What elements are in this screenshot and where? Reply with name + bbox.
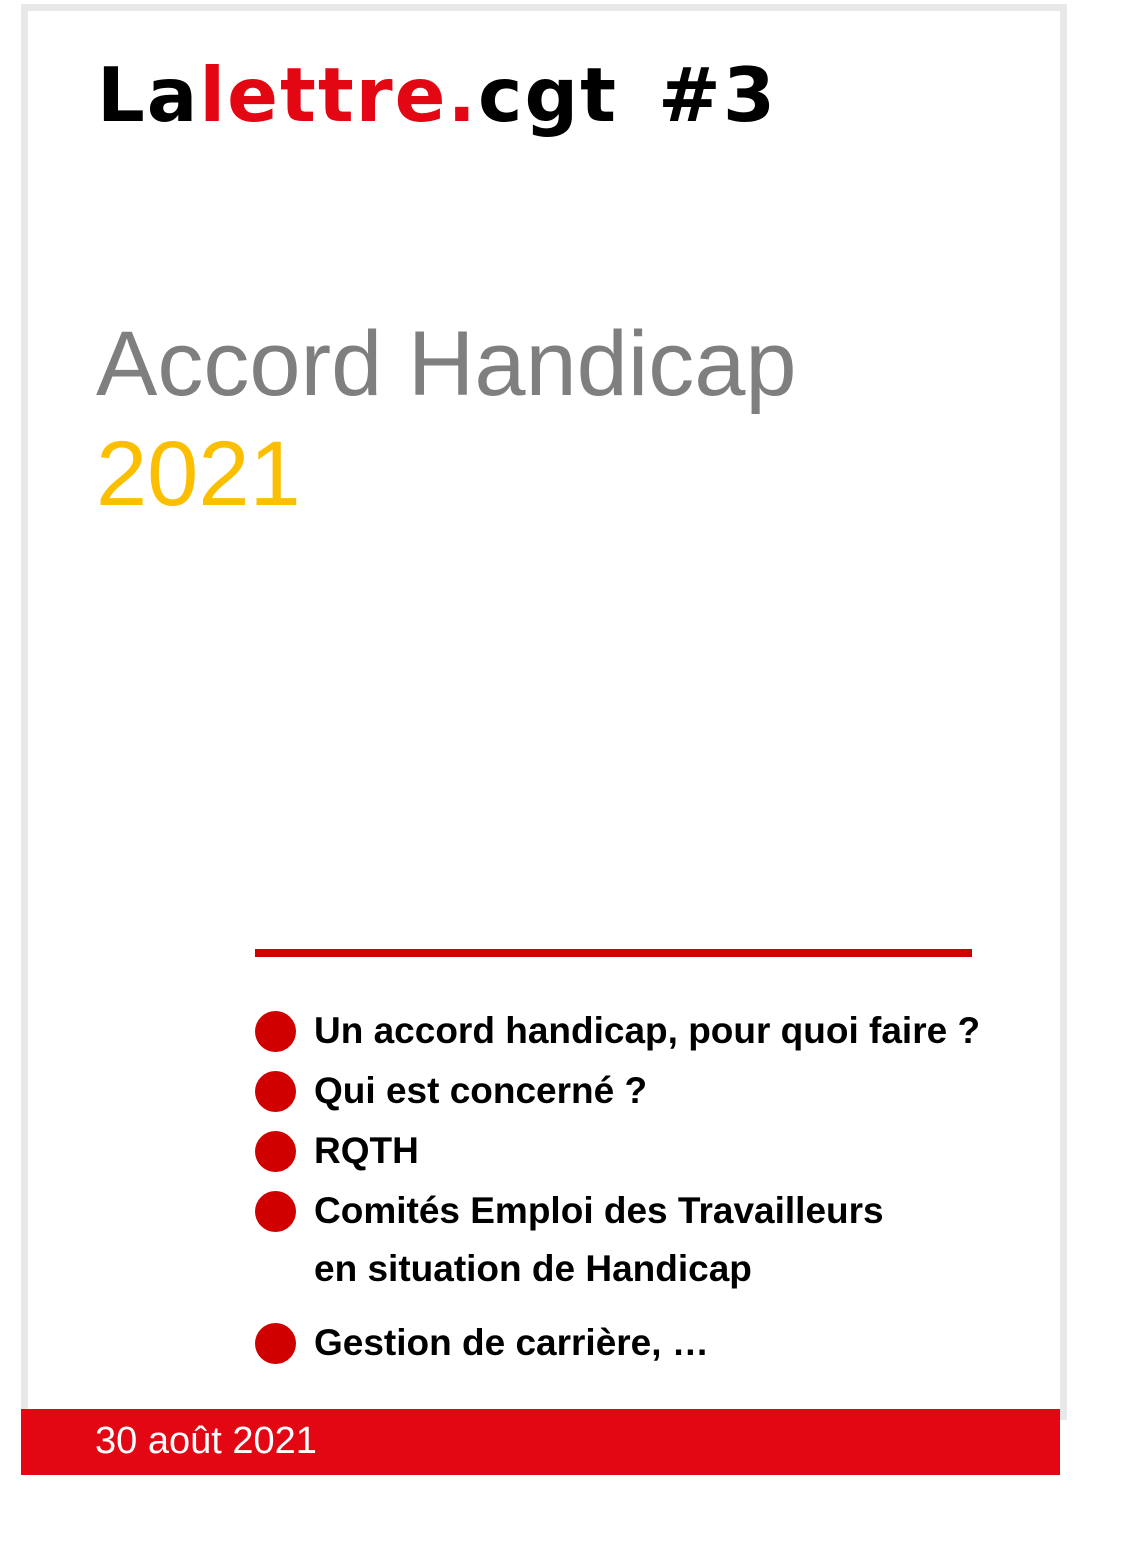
bullet-dot-icon xyxy=(255,1191,296,1232)
bullet-dot-icon xyxy=(255,1131,296,1172)
bullet-dot-icon xyxy=(255,1323,296,1364)
masthead-part-la: La xyxy=(97,51,200,139)
contents-item-text: Comités Emploi des Travailleurs xyxy=(314,1190,884,1231)
masthead-part-lettre: lettre. xyxy=(199,51,479,139)
masthead-logo xyxy=(97,51,778,139)
contents-item-text: RQTH xyxy=(314,1130,419,1171)
contents-list xyxy=(255,1002,1075,1388)
document-year: 2021 xyxy=(96,423,301,525)
contents-item xyxy=(255,1122,1075,1180)
contents-item-text: Gestion de carrière, … xyxy=(314,1322,709,1363)
document-title: Accord Handicap xyxy=(96,313,797,415)
contents-item-text: Un accord handicap, pour quoi faire ? xyxy=(314,1010,981,1051)
contents-item xyxy=(255,1314,1075,1372)
issue-number: #3 xyxy=(658,51,778,139)
bullet-dot-icon xyxy=(255,1011,296,1052)
publication-date: 30 août 2021 xyxy=(95,1420,317,1462)
contents-item-text: en situation de Handicap xyxy=(314,1248,752,1289)
contents-item xyxy=(255,1002,1075,1060)
contents-item-text: Qui est concerné ? xyxy=(314,1070,648,1111)
bullet-dot-icon xyxy=(255,1071,296,1112)
contents-item xyxy=(255,1182,1075,1298)
masthead-part-cgt: cgt xyxy=(478,51,619,139)
footer-bar xyxy=(21,1409,1060,1475)
contents-item xyxy=(255,1062,1075,1120)
section-divider xyxy=(255,949,972,957)
